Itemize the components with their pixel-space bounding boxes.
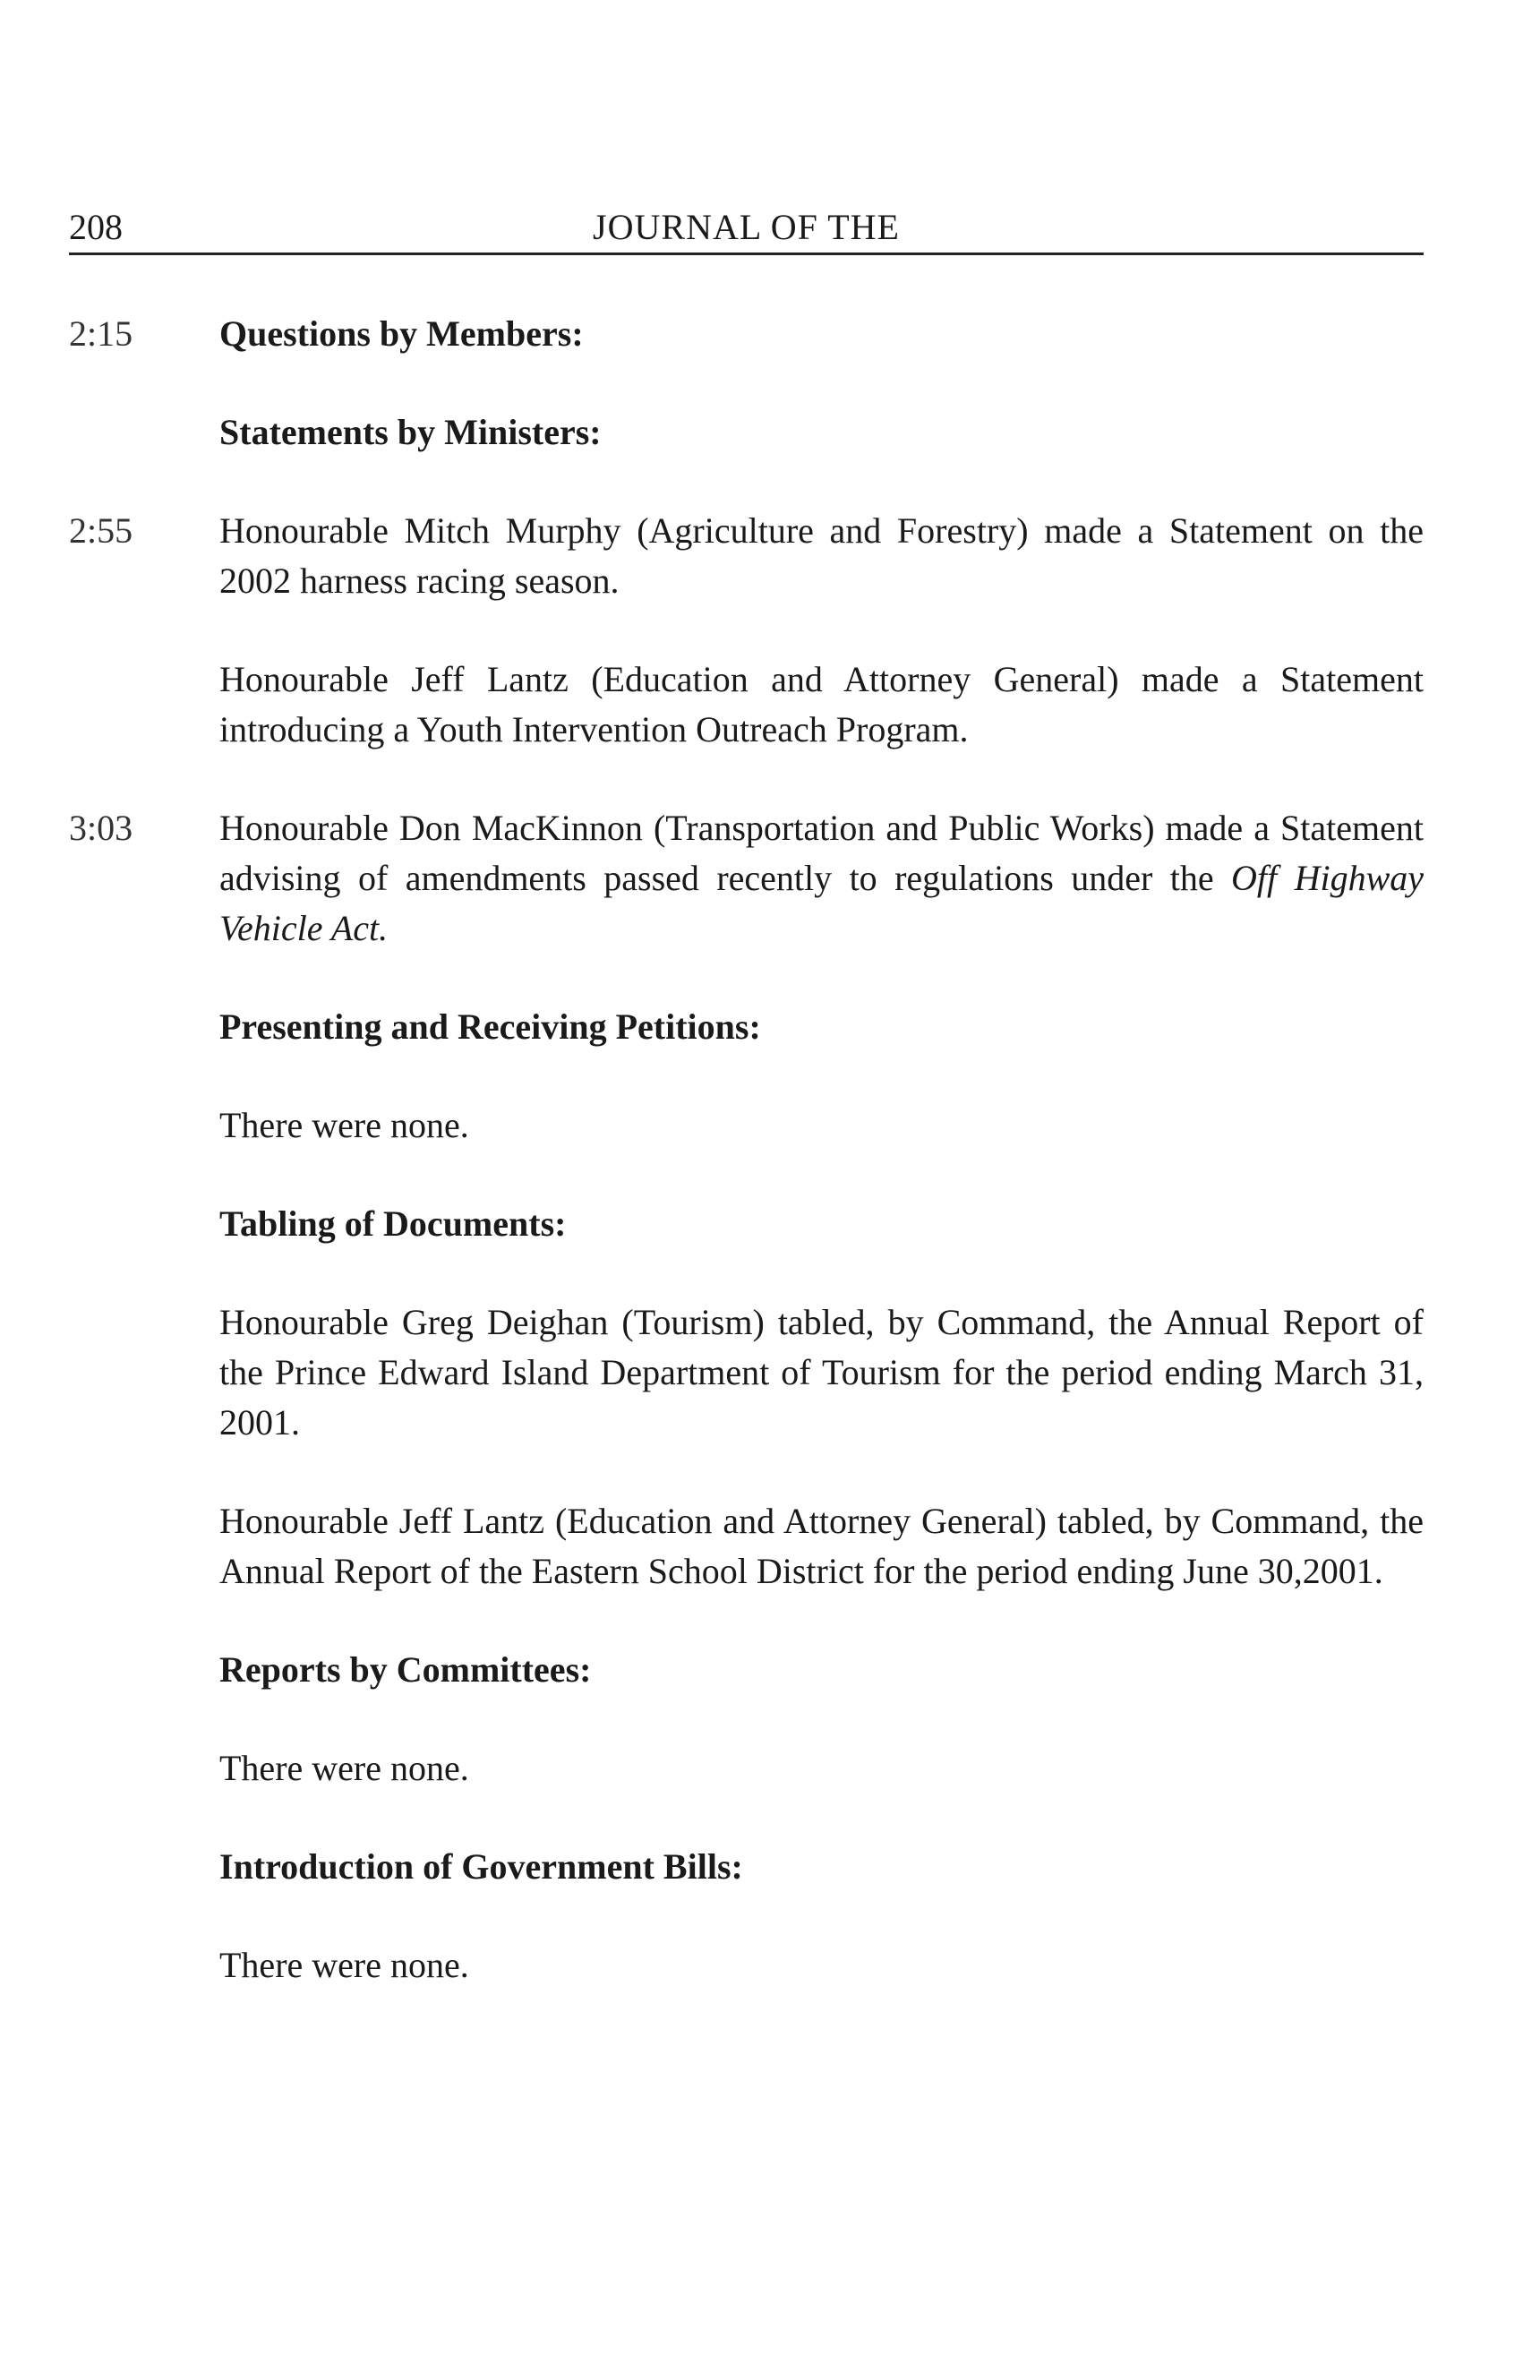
section-heading: Presenting and Receiving Petitions: [219,1006,761,1047]
section-heading: Introduction of Government Bills: [219,1846,743,1887]
entry-mackinnon-statement [69,803,1424,954]
running-title: JOURNAL OF THE [593,207,900,247]
entry-paragraph: There were none. [219,1748,469,1788]
entry-paragraph: Honourable Jeff Lantz (Education and Attorney General) made a Statement introducing a Youth Intervention Outreach Program. [219,659,1424,749]
entry-lantz-statement [69,655,1424,755]
entry-government-bills [69,1842,1424,1892]
entry-paragraph: There were none. [219,1105,469,1145]
entry-paragraph: Honourable Mitch Murphy (Agriculture and Forestry) made a Statement on the 2002 harness racing season. [219,510,1424,601]
entry-murphy-statement [69,506,1424,606]
entry-deighan-tabling [69,1297,1424,1448]
entry-reports-committees [69,1645,1424,1695]
entry-paragraph: There were none. [219,1945,469,1985]
section-heading: Reports by Committees: [219,1649,592,1690]
page-number: 208 [69,207,123,247]
entry-lantz-tabling [69,1496,1424,1597]
entry-time: 3:03 [69,808,133,848]
entry-paragraph-text: Honourable Don MacKinnon (Transportation and Public Works) made a Statement advising of amendments passed recently to regulations under the [219,808,1424,898]
entry-petitions-none [69,1100,1424,1151]
section-heading: Statements by Ministers: [219,412,602,452]
entry-time: 2:55 [69,510,133,551]
entry-statements-by-ministers [69,407,1424,458]
entry-questions-by-members [69,309,1424,359]
entry-tabling [69,1199,1424,1249]
entry-petitions [69,1002,1424,1052]
entry-time: 2:15 [69,313,133,354]
entry-paragraph: Honourable Greg Deighan (Tourism) tabled, by Command, the Annual Report of the Prince Edward Island Department of Tourism for the period ending March 31, 2001. [219,1302,1424,1443]
section-heading: Tabling of Documents: [219,1203,567,1244]
journal-content [69,309,1424,2039]
entry-paragraph: Honourable Jeff Lantz (Education and Attorney General) tabled, by Command, the Annual Report of the Eastern School District for the period ending June 30,2001. [219,1501,1424,1591]
page-header [69,199,1424,255]
entry-reports-none [69,1743,1424,1794]
act-title: Off Highway Vehicle Act. [219,858,1424,948]
entry-paragraph [219,803,1424,954]
entry-bills-none [69,1940,1424,1990]
section-heading: Questions by Members: [219,313,584,354]
